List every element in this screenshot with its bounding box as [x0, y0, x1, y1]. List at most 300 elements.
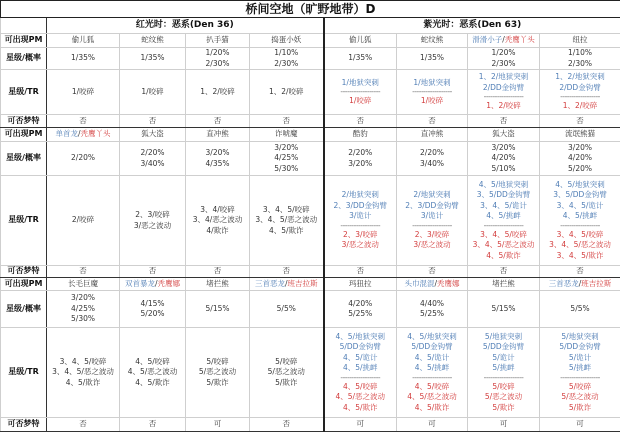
dream-availability: 否 [576, 266, 584, 275]
cell-rate [47, 291, 120, 328]
cell-tr [540, 176, 620, 266]
star-rate: 2/20% [325, 148, 397, 159]
table-row-tr [1, 328, 620, 418]
dream-availability: 否 [149, 419, 157, 428]
star-rate: 2/30% [540, 59, 620, 70]
pokemon-name: 秃鹰娜 [158, 279, 181, 288]
tr-move: 4/欺诈 [186, 226, 249, 237]
row-label-dream: 可否梦特 [1, 115, 47, 128]
cell-tr [186, 70, 250, 115]
pokemon-name: 秃鹰丫头 [505, 35, 535, 44]
cell-pm [324, 34, 397, 48]
tr-move-blue: 3、4、5/诡计 [540, 201, 620, 212]
pokemon-name: 三首恶龙 [255, 279, 285, 288]
star-rate: 3/20% [468, 143, 539, 154]
tr-move-blue: 3/诡计 [325, 211, 397, 222]
tr-move: 5/咬碎 [186, 357, 249, 368]
cell-rate [47, 142, 120, 176]
star-rate: 3/20% [540, 143, 620, 154]
dream-availability: 否 [214, 116, 222, 125]
dream-availability: 否 [79, 266, 87, 275]
tr-move-blue: 2、3/DD金钩臂 [325, 201, 397, 212]
dream-availability: 否 [149, 116, 157, 125]
star-rate: 4/35% [186, 159, 249, 170]
tr-move: 1、2/咬碎 [250, 87, 323, 98]
tr-move-red: 1、2/咬碎 [540, 101, 620, 112]
pokemon-name: 玛狃拉 [349, 279, 372, 288]
pokemon-name: 狐大盗 [492, 129, 515, 138]
pokemon-name: 直冲熊 [421, 129, 444, 138]
star-rate: 4/40% [397, 299, 467, 310]
dream-availability: 否 [428, 266, 436, 275]
cell-tr [120, 328, 186, 418]
star-rate: 1/10% [250, 48, 323, 59]
star-rate: 2/30% [468, 59, 539, 70]
cell-dream [250, 266, 324, 278]
tr-move: 4、5/欺诈 [250, 226, 323, 237]
pokemon-name: 蛇纹熊 [421, 35, 444, 44]
pokemon-name: 三首恶龙 [549, 279, 579, 288]
tr-move-red: 2、3/咬碎 [397, 230, 467, 241]
tr-move-blue: 3、5/DD金钩臂 [540, 190, 620, 201]
pokemon-name: 捣蛋小妖 [271, 35, 301, 44]
cell-rate [120, 142, 186, 176]
pokemon-name: 扒手猫 [206, 35, 229, 44]
cell-rate [250, 142, 324, 176]
cell-tr [324, 176, 397, 266]
tr-move-red: 5/欺诈 [468, 403, 539, 414]
tr-move-blue: 5/地狱突刺 [540, 332, 620, 343]
table-row-pm [1, 278, 620, 291]
dream-availability: 可 [500, 419, 508, 428]
tr-move: 4、5/咬碎 [120, 357, 185, 368]
divider: ------------------ [540, 222, 620, 230]
tr-move-blue: 2/DD金钩臂 [468, 83, 539, 94]
dream-availability: 否 [428, 116, 436, 125]
tr-move: 2、3/咬碎 [120, 210, 185, 221]
tr-move: 3、4、5/咬碎 [47, 357, 119, 368]
cell-rate [324, 142, 397, 176]
cell-dream [186, 115, 250, 128]
divider: ------------------ [540, 374, 620, 382]
star-rate: 5/30% [250, 164, 323, 175]
tr-move: 5/恶之波动 [186, 367, 249, 378]
pokemon-name: / [502, 35, 505, 44]
pokemon-name: 偷儿狐 [72, 35, 95, 44]
tr-move-blue: 2/地狱突刺 [325, 190, 397, 201]
tr-move-blue: 5/诡计 [468, 353, 539, 364]
pokemon-name: / [78, 129, 81, 138]
star-rate: 1/10% [540, 48, 620, 59]
cell-rate [250, 48, 324, 70]
tr-move: 5/欺诈 [186, 378, 249, 389]
star-rate: 5/25% [397, 309, 467, 320]
tr-move-blue: 4、5/地狱突刺 [540, 180, 620, 191]
cell-rate [186, 48, 250, 70]
star-rate: 5/5% [250, 304, 323, 315]
table-row-rate [1, 142, 620, 176]
dream-availability: 否 [500, 266, 508, 275]
pokemon-name: 酷豹 [353, 129, 368, 138]
cell-pm [47, 128, 120, 142]
pokemon-name: 蛇纹熊 [141, 35, 164, 44]
tr-move-blue: 5/DD金钩臂 [325, 342, 397, 353]
cell-dream [540, 418, 620, 432]
dream-availability: 可 [428, 419, 436, 428]
row-label-pm: 可出现PM [1, 128, 47, 142]
cell-dream [120, 418, 186, 432]
cell-rate [540, 142, 620, 176]
cell-dream [540, 266, 620, 278]
tr-move-blue: 4、5/挑衅 [325, 363, 397, 374]
tr-move-blue: 2/DD金钩臂 [540, 83, 620, 94]
tr-move-red: 1、2/咬碎 [468, 101, 539, 112]
tr-move: 1/咬碎 [47, 87, 119, 98]
tr-move: 5/咬碎 [250, 357, 323, 368]
row-label-tr: 星级/TR [1, 328, 47, 418]
cell-dream [250, 418, 324, 432]
divider: ------------------ [397, 374, 467, 382]
cell-dream [397, 266, 468, 278]
tr-move-red: 5/欺诈 [540, 403, 620, 414]
cell-tr [186, 328, 250, 418]
tr-move-red: 1/咬碎 [325, 96, 397, 107]
cell-tr [47, 70, 120, 115]
star-rate: 3/20% [325, 159, 397, 170]
row-label-pm: 可出现PM [1, 278, 47, 291]
tr-move-blue: 1、2/地狱突刺 [540, 72, 620, 83]
tr-move-red: 5/咬碎 [540, 382, 620, 393]
star-rate: 4/25% [47, 304, 119, 315]
cell-dream [324, 115, 397, 128]
cell-rate [120, 48, 186, 70]
cell-tr [250, 70, 324, 115]
star-rate: 1/20% [186, 48, 249, 59]
divider: ------------------ [325, 88, 397, 96]
tr-move: 1、2/咬碎 [186, 87, 249, 98]
tr-move-red: 3、4、5/恶之波动 [540, 240, 620, 251]
tr-move-blue: 3、5/DD金钩臂 [468, 190, 539, 201]
dream-availability: 否 [214, 266, 222, 275]
dream-availability: 否 [283, 116, 291, 125]
pokemon-name: 长毛巨魔 [68, 279, 98, 288]
table-row-tr [1, 70, 620, 115]
row-label-dream: 可否梦特 [1, 266, 47, 278]
star-rate: 3/20% [250, 143, 323, 154]
tr-move-blue: 4、5/挑衅 [540, 211, 620, 222]
cell-dream [120, 266, 186, 278]
cell-rate [468, 48, 540, 70]
pokemon-name: 诈唬魔 [275, 129, 298, 138]
cell-dream [324, 266, 397, 278]
cell-pm [540, 128, 620, 142]
pokemon-name: 头巾混混 [404, 279, 434, 288]
dream-availability: 否 [357, 116, 365, 125]
cell-tr [47, 176, 120, 266]
tr-move-red: 4、5/咬碎 [397, 382, 467, 393]
cell-tr [186, 176, 250, 266]
tr-move-red: 5/咬碎 [468, 382, 539, 393]
pokemon-name: 单首龙 [55, 129, 78, 138]
cell-dream [186, 418, 250, 432]
cell-rate [468, 142, 540, 176]
purple-light-header: 紫光时：恶系(Den 63) [324, 18, 620, 34]
cell-pm [250, 34, 324, 48]
pokemon-name: 纽拉 [573, 35, 588, 44]
table-row-dream [1, 115, 620, 128]
dream-availability: 否 [79, 116, 87, 125]
cell-pm [186, 278, 250, 291]
row-label-dream: 可否梦特 [1, 418, 47, 432]
star-rate: 3/40% [397, 159, 467, 170]
tr-move-blue: 1/地狱突刺 [325, 78, 397, 89]
dream-availability: 否 [500, 116, 508, 125]
tr-move-red: 5/恶之波动 [468, 392, 539, 403]
row-label-rate: 星级/概率 [1, 48, 47, 70]
tr-move-red: 1/咬碎 [397, 96, 467, 107]
cell-tr [540, 328, 620, 418]
dream-availability: 否 [357, 266, 365, 275]
divider: ------------------ [397, 88, 467, 96]
row-label-rate: 星级/概率 [1, 291, 47, 328]
pokemon-name: 堵拦熊 [206, 279, 229, 288]
cell-dream [540, 115, 620, 128]
tr-move-blue: 5/挑衅 [540, 363, 620, 374]
star-rate: 5/20% [120, 309, 185, 320]
cell-rate [468, 291, 540, 328]
cell-tr [324, 70, 397, 115]
divider: ------------------ [540, 93, 620, 101]
cell-pm [324, 278, 397, 291]
cell-rate [186, 142, 250, 176]
table-row-dream [1, 418, 620, 432]
tr-move: 4、5/欺诈 [47, 378, 119, 389]
tr-move-blue: 5/DD金钩臂 [540, 342, 620, 353]
tr-move: 4、5/欺诈 [120, 378, 185, 389]
star-rate: 1/35% [120, 53, 185, 64]
tr-move-red: 4、5/恶之波动 [397, 392, 467, 403]
star-rate: 3/20% [47, 293, 119, 304]
tr-move-red: 4、5/恶之波动 [325, 392, 397, 403]
star-rate: 2/20% [47, 153, 119, 164]
divider: ------------------ [468, 93, 539, 101]
cell-dream [324, 418, 397, 432]
cell-rate [397, 48, 468, 70]
star-rate: 2/30% [250, 59, 323, 70]
pokemon-name: / [579, 279, 582, 288]
cell-dream [120, 115, 186, 128]
table-row-pm [1, 34, 620, 48]
cell-tr [324, 328, 397, 418]
tr-move-red: 4、5/欺诈 [397, 403, 467, 414]
cell-pm [397, 34, 468, 48]
tr-move: 3、4、5/恶之波动 [47, 367, 119, 378]
cell-tr [540, 70, 620, 115]
cell-tr [468, 328, 540, 418]
cell-rate [186, 291, 250, 328]
cell-rate [250, 291, 324, 328]
cell-tr [47, 328, 120, 418]
tr-move: 3、4/恶之波动 [186, 215, 249, 226]
star-rate: 2/30% [186, 59, 249, 70]
divider: ------------------ [325, 222, 397, 230]
tr-move-red: 4、5/欺诈 [325, 403, 397, 414]
star-rate: 5/15% [468, 304, 539, 315]
dream-availability: 否 [576, 116, 584, 125]
pokemon-name: 秃鹰娜 [437, 279, 460, 288]
tr-move-blue: 5/诡计 [540, 353, 620, 364]
cell-rate [397, 142, 468, 176]
cell-rate [324, 291, 397, 328]
table-row-pm [1, 128, 620, 142]
row-label-tr: 星级/TR [1, 176, 47, 266]
cell-pm [250, 278, 324, 291]
cell-pm [47, 34, 120, 48]
tr-move: 4、5/恶之波动 [120, 367, 185, 378]
tr-move: 3、4、5/咬碎 [250, 205, 323, 216]
divider: ------------------ [468, 374, 539, 382]
row-label-pm: 可出现PM [1, 34, 47, 48]
star-rate: 3/20% [186, 148, 249, 159]
pokemon-name: / [434, 279, 437, 288]
tr-move-blue: 1/地狱突刺 [397, 78, 467, 89]
cell-pm [397, 128, 468, 142]
star-rate: 1/35% [47, 53, 119, 64]
tr-move-red: 3、4、5/咬碎 [468, 230, 539, 241]
cell-pm [468, 128, 540, 142]
star-rate: 2/20% [397, 148, 467, 159]
dream-availability: 否 [149, 266, 157, 275]
tr-move-blue: 5/挑衅 [468, 363, 539, 374]
tr-move-red: 5/恶之波动 [540, 392, 620, 403]
tr-move-blue: 4、5/地狱突刺 [325, 332, 397, 343]
tr-move-blue: 5/DD金钩臂 [397, 342, 467, 353]
table-row-rate [1, 48, 620, 70]
tr-move-blue: 5/地狱突刺 [468, 332, 539, 343]
tr-move-red: 3、4、5/咬碎 [540, 230, 620, 241]
pokemon-name: 滑滑小子 [472, 35, 502, 44]
pokemon-name: 班吉拉斯 [288, 279, 318, 288]
cell-tr [250, 328, 324, 418]
tr-move-blue: 1、2/地狱突刺 [468, 72, 539, 83]
cell-pm [120, 34, 186, 48]
cell-tr [120, 176, 186, 266]
cell-dream [397, 418, 468, 432]
tr-move-blue: 4、5/地狱突刺 [397, 332, 467, 343]
star-rate: 5/25% [325, 309, 397, 320]
cell-tr [397, 70, 468, 115]
star-rate: 5/30% [47, 314, 119, 325]
pokemon-name: / [285, 279, 288, 288]
tr-move-blue: 3、4、5/诡计 [468, 201, 539, 212]
table-row-tr [1, 176, 620, 266]
cell-pm [250, 128, 324, 142]
tr-move: 3、4/咬碎 [186, 205, 249, 216]
dream-availability: 否 [283, 419, 291, 428]
divider: ------------------ [397, 222, 467, 230]
red-light-header: 红光时：恶系(Den 36) [47, 18, 324, 34]
cell-dream [468, 115, 540, 128]
tr-move: 1/咬碎 [120, 87, 185, 98]
tr-move-red: 4、5/咬碎 [325, 382, 397, 393]
tr-move-blue: 4、5/挑衅 [397, 363, 467, 374]
tr-move-blue: 4、5/诡计 [397, 353, 467, 364]
cell-dream [250, 115, 324, 128]
cell-dream [397, 115, 468, 128]
tr-move-blue: 3/诡计 [397, 211, 467, 222]
pokemon-name: 狐大盗 [141, 129, 164, 138]
divider: ------------------ [325, 374, 397, 382]
star-rate: 1/20% [468, 48, 539, 59]
cell-dream [47, 115, 120, 128]
star-rate: 4/15% [120, 299, 185, 310]
star-rate: 5/10% [468, 164, 539, 175]
star-rate: 1/35% [325, 53, 397, 64]
tr-move-blue: 5/DD金钩臂 [468, 342, 539, 353]
table-row-rate [1, 291, 620, 328]
star-rate: 4/20% [468, 153, 539, 164]
tr-move-red: 3、4、5/恶之波动 [468, 240, 539, 251]
cell-tr [250, 176, 324, 266]
row-label-rate: 星级/概率 [1, 142, 47, 176]
tr-move-blue: 2、3/DD金钩臂 [397, 201, 467, 212]
dream-availability: 否 [79, 419, 87, 428]
cell-tr [397, 176, 468, 266]
cell-pm [397, 278, 468, 291]
cell-tr [397, 328, 468, 418]
star-rate: 5/15% [186, 304, 249, 315]
pokemon-name: 偷儿狐 [349, 35, 372, 44]
cell-pm [120, 128, 186, 142]
dream-availability: 否 [283, 266, 291, 275]
pokemon-name: 流氓熊猫 [565, 129, 595, 138]
cell-pm [186, 128, 250, 142]
cell-rate [397, 291, 468, 328]
star-rate: 4/20% [540, 153, 620, 164]
pokemon-name: 班吉拉斯 [581, 279, 611, 288]
tr-move-blue: 2/地狱突刺 [397, 190, 467, 201]
row-label-tr: 星级/TR [1, 70, 47, 115]
cell-pm [324, 128, 397, 142]
page-title: 桥间空地（旷野地带）D [1, 1, 620, 18]
table-row-dream [1, 266, 620, 278]
pokemon-name: / [155, 279, 158, 288]
pokemon-name: 直冲熊 [206, 129, 229, 138]
cell-dream [47, 418, 120, 432]
header-corner [1, 18, 47, 34]
star-rate: 4/20% [325, 299, 397, 310]
tr-move-red: 3、4、5/欺诈 [540, 251, 620, 262]
star-rate: 1/35% [397, 53, 467, 64]
tr-move: 5/欺诈 [250, 378, 323, 389]
tr-move: 5/恶之波动 [250, 367, 323, 378]
star-rate: 5/20% [540, 164, 620, 175]
cell-tr [468, 70, 540, 115]
star-rate: 5/5% [540, 304, 620, 315]
tr-move-red: 3/恶之波动 [397, 240, 467, 251]
cell-pm [186, 34, 250, 48]
cell-dream [186, 266, 250, 278]
tr-move: 2/咬碎 [47, 215, 119, 226]
tr-move-red: 2、3/咬碎 [325, 230, 397, 241]
tr-move-red: 4、5/欺诈 [468, 251, 539, 262]
cell-rate [540, 48, 620, 70]
cell-tr [468, 176, 540, 266]
cell-pm [540, 34, 620, 48]
cell-rate [540, 291, 620, 328]
pokemon-name: 堵拦熊 [492, 279, 515, 288]
cell-dream [47, 266, 120, 278]
